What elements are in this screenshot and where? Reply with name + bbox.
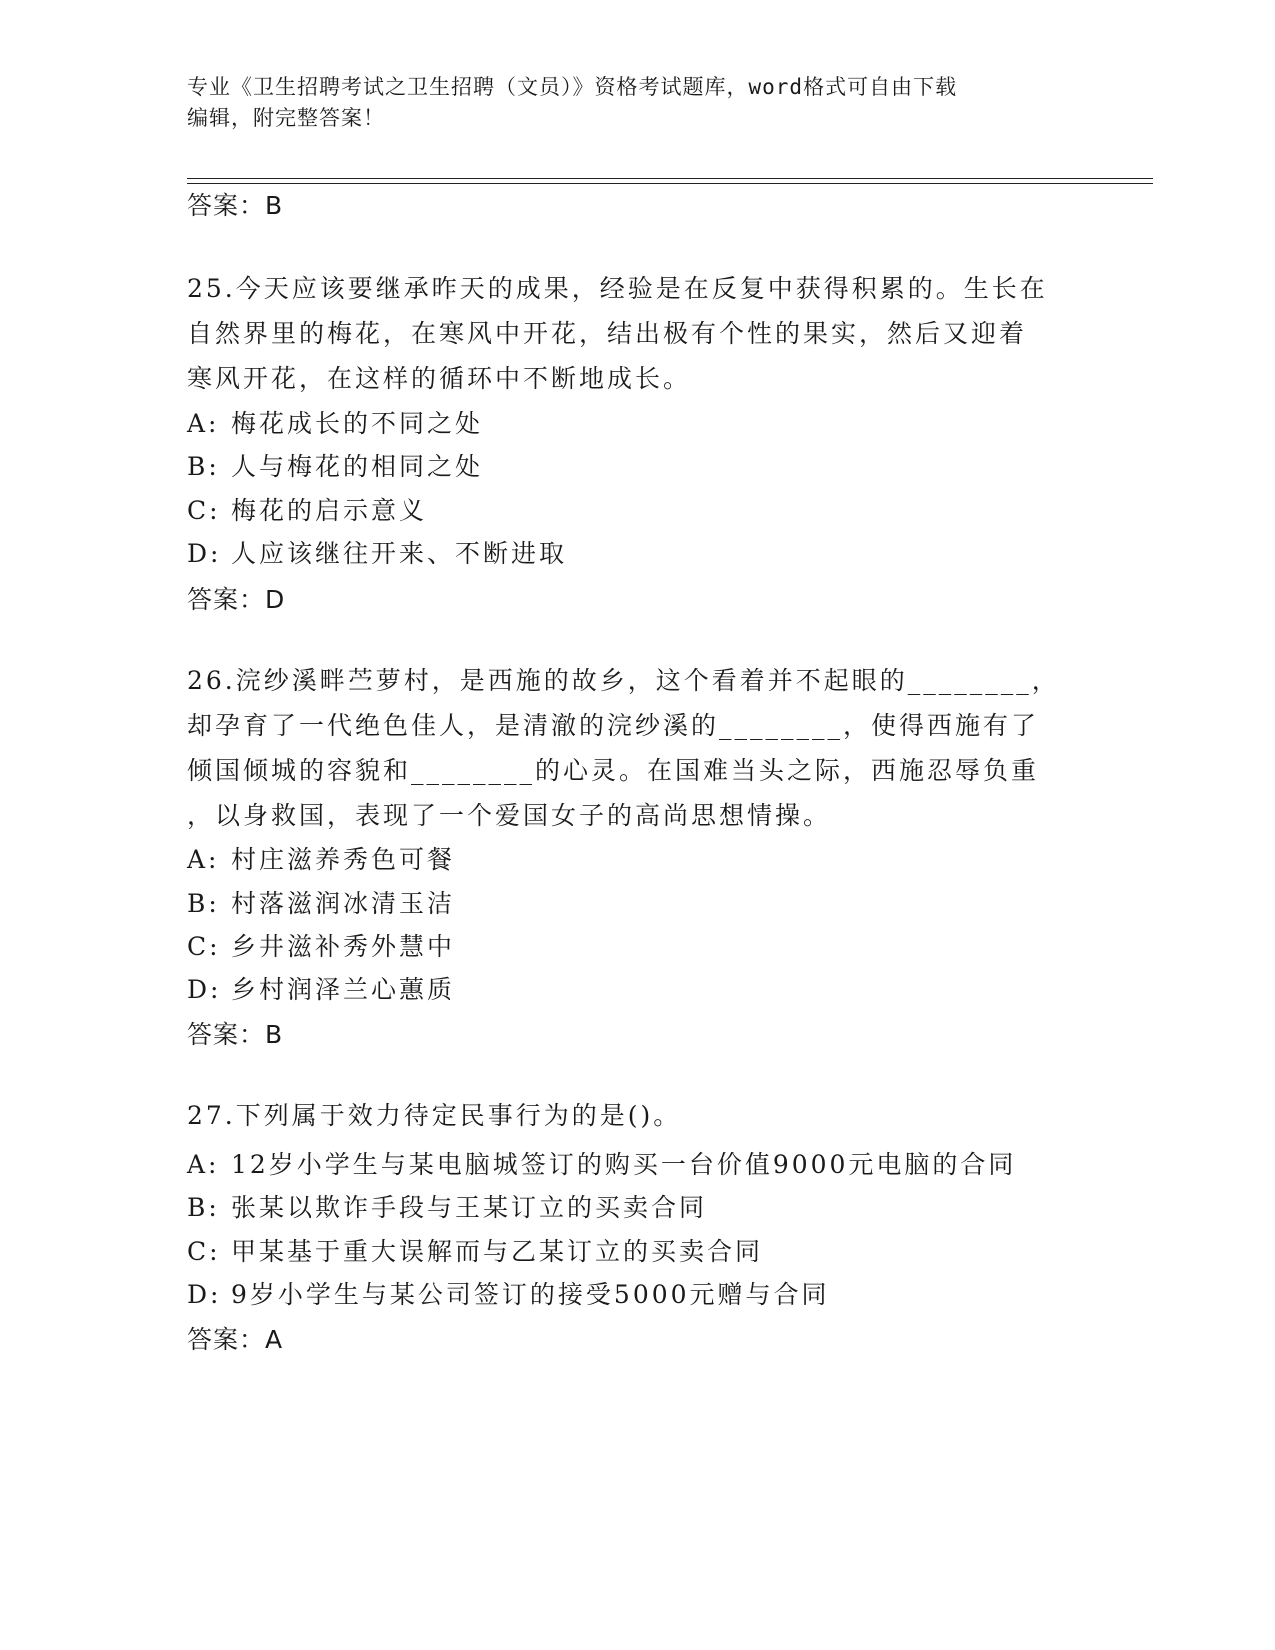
- question-line: ，以身救国，表现了一个爱国女子的高尚思想情操。: [187, 801, 832, 830]
- answer-label: 答案：: [187, 1325, 266, 1354]
- option-key: D:: [187, 1280, 222, 1309]
- question-line: 25.今天应该要继承昨天的成果，经验是在反复中获得积累的。生长在: [187, 274, 1048, 303]
- answer-label: 答案：: [187, 1020, 266, 1049]
- question-25-option-c: [187, 491, 427, 527]
- option-key: B:: [187, 1193, 220, 1222]
- question-26-option-c: [187, 927, 455, 963]
- option-key: A:: [187, 845, 220, 874]
- option-key: D:: [187, 975, 222, 1004]
- header-line-2: 编辑，附完整答案！: [187, 106, 385, 130]
- header-divider-top: [187, 178, 1153, 179]
- document-header: [187, 72, 1087, 134]
- question-27-option-b: [187, 1188, 707, 1224]
- question-27-stem: [187, 1093, 1077, 1138]
- question-26-answer: [187, 1015, 283, 1051]
- option-key: A:: [187, 409, 220, 438]
- option-text: 9岁小学生与某公司签订的接受5000元赠与合同: [231, 1280, 830, 1309]
- question-line: 自然界里的梅花，在寒风中开花，结出极有个性的果实，然后又迎着: [187, 319, 1028, 348]
- option-key: B:: [187, 452, 220, 481]
- question-line: 27.下列属于效力待定民事行为的是()。: [187, 1101, 682, 1130]
- question-26-stem: [187, 658, 1077, 838]
- option-key: C:: [187, 932, 221, 961]
- question-27-option-a: [187, 1145, 1016, 1181]
- question-25-option-d: [187, 534, 567, 570]
- question-27-answer: [187, 1320, 283, 1356]
- option-text: 人应该继往开来、不断进取: [231, 539, 568, 568]
- option-text: 梅花的启示意义: [231, 496, 428, 525]
- question-line: 寒风开花，在这样的循环中不断地成长。: [187, 364, 692, 393]
- option-text: 村落滋润冰清玉洁: [231, 889, 456, 918]
- option-text: 甲某基于重大误解而与乙某订立的买卖合同: [231, 1237, 764, 1266]
- option-key: C:: [187, 496, 221, 525]
- answer-value: B: [265, 1020, 284, 1049]
- answer-label: 答案：: [187, 191, 266, 220]
- answer-value: A: [265, 1325, 284, 1354]
- question-26-option-d: [187, 970, 455, 1006]
- option-text: 村庄滋养秀色可餐: [231, 845, 456, 874]
- answer-value: D: [265, 585, 286, 614]
- option-text: 张某以欺诈手段与王某订立的买卖合同: [231, 1193, 708, 1222]
- header-divider-bottom: [187, 183, 1153, 184]
- option-text: 12岁小学生与某电脑城签订的购买一台价值9000元电脑的合同: [231, 1150, 1017, 1179]
- question-line: 26.浣纱溪畔苎萝村，是西施的故乡，这个看着并不起眼的________，: [187, 666, 1060, 695]
- question-line: 却孕育了一代绝色佳人，是清澈的浣纱溪的________，使得西施有了: [187, 711, 1040, 740]
- answer-value: B: [265, 191, 284, 220]
- option-key: C:: [187, 1237, 221, 1266]
- question-26-option-b: [187, 884, 455, 920]
- option-text: 梅花成长的不同之处: [231, 409, 484, 438]
- option-text: 乡村润泽兰心蕙质: [231, 975, 456, 1004]
- option-key: B:: [187, 889, 220, 918]
- question-27-option-c: [187, 1232, 763, 1268]
- question-line: 倾国倾城的容貌和________的心灵。在国难当头之际，西施忍辱负重: [187, 756, 1040, 785]
- question-25-answer: [187, 580, 285, 616]
- question-25-stem: [187, 266, 1077, 401]
- question-27-option-d: [187, 1275, 830, 1311]
- question-26-option-a: [187, 840, 455, 876]
- option-key: D:: [187, 539, 222, 568]
- header-line-1: 专业《卫生招聘考试之卫生招聘（文员）》资格考试题库，word格式可自由下载: [187, 75, 958, 99]
- option-text: 人与梅花的相同之处: [231, 452, 484, 481]
- question-25-option-b: [187, 447, 483, 483]
- prev-answer: [187, 186, 283, 222]
- option-key: A:: [187, 1150, 220, 1179]
- answer-label: 答案：: [187, 585, 266, 614]
- option-text: 乡井滋补秀外慧中: [231, 932, 456, 961]
- question-25-option-a: [187, 404, 483, 440]
